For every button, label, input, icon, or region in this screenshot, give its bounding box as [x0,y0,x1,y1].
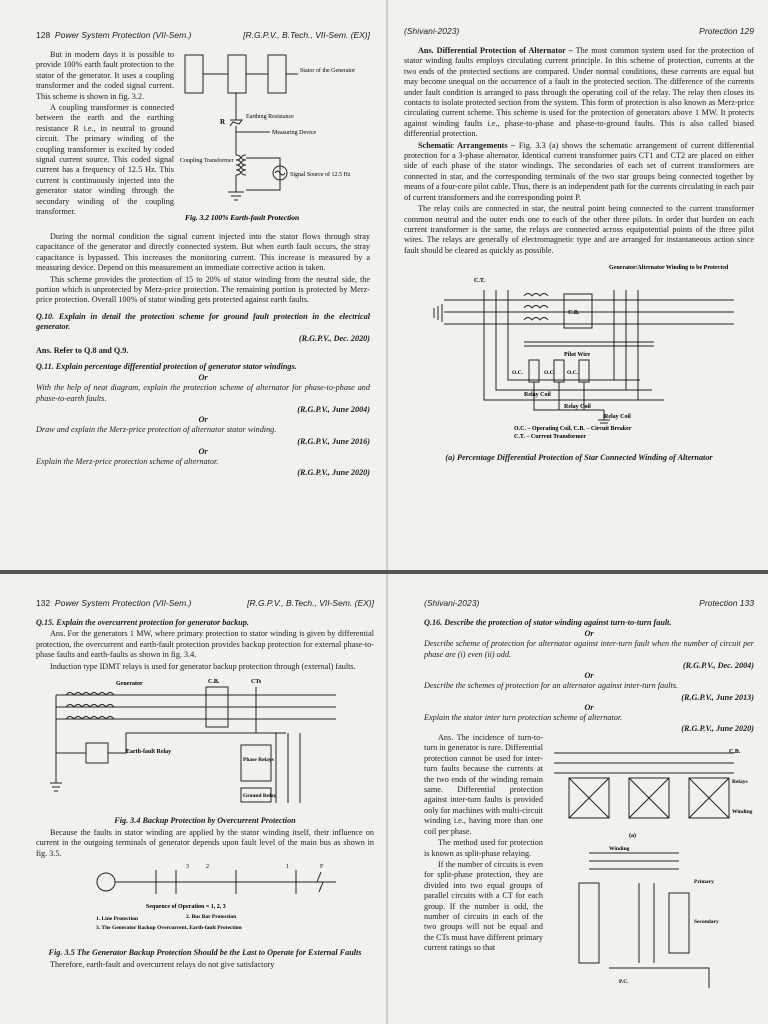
relays-label: Relays [732,779,748,786]
or-separator: Or [584,702,594,712]
paragraph: A coupling transformer is connected between the earth and the earthing resistance R i.e., in neutral to ground circuit. The primary winding of the coupling transformer is excited by coded signal current source. This coded signal current has a frequency of 12.5 Hz. This current is continuously injected into the generator stator winding through the secondary winding of the coupling transformer. [36,103,174,217]
page-header [404,26,754,36]
relay-coil-label: Relay Coil [524,392,551,399]
earthing-label: Earthing Resistance [246,114,294,120]
generator-label: Generator/Alternator Winding to be Protected [609,265,729,272]
answer-text: The most common system used for the protection of stator winding faults employs circulating current principle. In this scheme of protection, currents at the two ends of the protected sections are compared. Under normal conditions, these currents are equal but may become unequal on the occurrence of a fault in the protected section. The difference of the currents under fault condition is arranged to pass through the operating coil of the relay. The relay then closes its contacts to isolate protected section from the system. This form of protection is also known as Merz-price circulating current scheme. This scheme is used for the protection of generators above 1 MW. It protects against winding faults i.e., phase-to-phase and phase-to-ground faults. This is also called biased differential protection. [404,46,755,139]
figure-caption: (a) Percentage Differential Protection of Star Connected Winding of Alternator [445,453,713,463]
figure-3-5 [36,860,374,945]
seq-node-1: 1 [286,864,289,871]
cb-label: C.B. [568,310,580,317]
figure-3-4 [36,673,374,813]
signal-label: Signal Source of 12.5 Hz [290,172,351,178]
page-128 [0,0,386,570]
pc-label: P.C. [619,979,629,986]
differential-protection-diagram [404,260,754,445]
figure-caption: Fig. 3.2 100% Earth-fault Protection [185,213,300,222]
stator-label: Stator of the Generator [300,68,356,74]
coupling-label: Coupling Transformer [180,158,234,164]
legend-line-3: 3. The Generator Backup Overcurrent, Earth-fault Protection [96,925,242,932]
page-number: Protection 133 [699,598,754,608]
legend-line-2: C.T. – Current Transformer [514,434,587,441]
or-separator: Or [198,415,208,425]
measuring-label: Measuring Device [272,130,317,136]
book-title: Power System Protection (VII-Sem.) [54,30,192,40]
figure-caption: Fig. 3.5 The Generator Backup Protection Should be the Last to Operate for External Faults [48,948,362,958]
series-title: [R.G.P.V., B.Tech., VII-Sem. (EX)] [247,598,374,608]
earth-fault-diagram [180,50,370,225]
page-number: 128 [36,30,51,40]
answer-10: Ans. Refer to Q.8 and Q.9. [36,345,129,355]
series-title: [R.G.P.V., B.Tech., VII-Sem. (EX)] [243,30,370,40]
paragraph: Because the faults in stator winding are applied by the stator winding itself, their influence on current in the outgoing terminals of generator depends upon fault level of the main bus as shown in fig. 3.5. [36,828,374,858]
reference: (R.G.P.V., June 2004) [297,405,370,415]
phase-relays-label: Phase Relays [243,757,274,764]
reference: (R.G.P.V., June 2016) [297,436,370,446]
paragraph: This scheme provides the protection of 15 to 20% of stator winding from the neutral side, the portion which is unprotected by Merz-price protection. The remaining portion is protected by Merz-price protection. Overall 100% of stator winding gets protected against earth faults. [36,274,370,305]
publisher-label: (Shivani-2023) [424,598,480,608]
question-11d: Explain the Merz-price protection scheme of alternator. [36,456,219,466]
question-15: Q.15. Explain the overcurrent protection for generator backup. [36,618,249,627]
oc-label: O.C. [512,370,523,377]
schematic-heading: Schematic Arrangements – [418,140,516,150]
legend-line-2: 2. Bus Bar Protection [186,914,237,921]
winding-label-2: Winding [609,846,630,853]
pilot-wire-label: Pilot Wire [564,352,591,359]
page-header [424,598,754,608]
generator-label: Generator [116,681,143,688]
schematic-text: Fig. 3.3 (a) shows the schematic arrangement of current differential protection for a 3-phase alternator. Identical current transformer pairs CT1 and CT2 are placed on either side of each phase of the stator windings. The secondaries of each set of current transformers are connected in star, and the corresponding terminals of the two star groups being connected together by means of a four-core pilot cable. Thus, there is an independent path for the currents circulating in each pair of current transformers and the corresponding point P. [404,140,754,202]
idmt-paragraph: Induction type IDMT relays is used for generator backup protection through (external) faults. [50,661,356,671]
reference: (R.G.P.V., June 2020) [681,724,754,734]
fault-label: F [320,864,324,871]
primary-label: Primary [694,879,714,886]
question-11: Q.11. Explain percentage differential protection of generator stator windings. [36,362,297,372]
paragraph: Therefore, earth-fault and overcurrent relays do not give satisfactory [50,960,275,970]
relay-coil-label: Relay Coil [604,414,631,421]
cts-label: CTs [251,679,262,686]
question-10: Q.10. Explain in detail the protection scheme for ground fault protection in the electrical generator. [36,311,370,332]
page-header [36,598,374,608]
sequence-label: Sequence of Operation = 1, 2, 3 [146,904,226,911]
page-number: Protection 129 [699,26,754,36]
answer-heading: Ans. Differential Protection of Alternator – [418,46,573,55]
reference: (R.G.P.V., June 2020) [297,468,370,478]
figure-3-3a [404,260,754,450]
reference: (R.G.P.V., Dec. 2004) [682,661,754,671]
publisher-label: (Shivani-2023) [404,26,460,36]
page-number: 132 [36,598,51,608]
page-132 [0,574,386,1024]
page-header [36,30,370,40]
secondary-label: Secondary [694,919,719,926]
legend-line-1: O.C. – Operating Coil, C.B. – Circuit Breaker [514,426,632,433]
figure-caption: Fig. 3.4 Backup Protection by Overcurrent Protection [114,816,296,826]
cb-label: C.B. [729,749,741,756]
paragraph: If the number of circuits is even for split-phase protection, they are divided into two equal groups of parallel circuits with a CT for each group. If the number is odd, the number of circuits in each of the two groups will not be equal and the CTs must have different primary current ratings so that [424,859,543,953]
relay-paragraph: The relay coils are connected in star, the neutral point being connected to the current transformer common neutral and the outer ends one to each of the other three pilots. In order that burden on each current transformer is the same, the relays are connected across equipotential points of the three pilot wires. The relays are generally of electromagnetic type and are arranged for instantaneous action since fault should be cleared as quickly as possible. [404,204,754,255]
or-separator: Or [584,671,594,681]
question-11c: Draw and explain the Merz-price protection of alternator stator winding. [36,425,277,435]
question-16c: Describe the schemes of protection for an alternator against inter-turn faults. [424,681,679,691]
page-129 [388,0,768,570]
seq-node-2: 2 [206,864,209,871]
question-16b: Describe scheme of protection for alternator against inter-turn fault when the number of circuit per phase are (i) even (ii) odd. [424,639,754,659]
legend-line-1: 1. Line Protection [96,916,138,923]
part-a-label: (a) [629,833,636,840]
seq-node-3: 3 [186,864,189,871]
paragraph: During the normal condition the signal current injected into the stator flows through stray capacitance of the generator and directly connected system. But when earth fault occurs, the stray capacitance is bypassed. This increases the monitoring current. This increase is measured by a measuring device. Depend on this measurement an immediate corrective action is taken. [36,232,370,273]
question-16: Q.16. Describe the protection of stator winding against turn-to-turn fault. [424,618,672,627]
resistor-r-label: R [220,118,226,126]
reference: (R.G.P.V., Dec. 2020) [298,333,370,343]
answer-15: Ans. For the generators 1 MW, where primary protection to stator winding is given by differential protection, the overcurrent and earth-fault protection provides backup protection for external phase-to-phase faults and earth-faults as shown in fig. 3.4. [36,629,374,660]
winding-label: Winding [732,809,753,816]
page-133 [388,574,768,1024]
method-paragraph: The method used for protection is known as split-phase relaying. [424,838,543,858]
or-separator: Or [584,629,594,639]
backup-protection-diagram [36,673,366,808]
reference: (R.G.P.V., June 2013) [681,692,754,702]
oc-label: O.C. [544,370,555,377]
oc-label: O.C. [567,370,578,377]
intro-paragraph: But in modern days it is possible to provide 100% earth fault protection to the stator of the generator. It uses a coupling transformer and the coded signal current. This scheme is shown in fig. 3.2. [36,50,174,101]
cb-label: C.B. [208,679,220,686]
figure-split-phase [549,733,754,998]
question-11b: With the help of neat diagram, explain the protection scheme of alternator for phase-to-phase and phase-to-earth faults. [36,383,370,403]
or-separator: Or [198,446,208,456]
book-title: Power System Protection (VII-Sem.) [54,598,192,608]
earth-fault-relay-label: Earth-fault Relay [126,749,172,756]
sequence-diagram [36,860,366,940]
answer-16: Ans. The incidence of turn-to-turn in generator is rare. Differential protection cannot be used for inter-turn faults because the currents at the two ends of the winding remain same. Differential protection against inter-turn faults is provided only for machines with multi-circuit winding i.e., having more than one coil per phase. [424,733,543,836]
figure-3-2 [180,50,370,230]
relay-coil-label: Relay Coil [564,404,591,411]
or-separator: Or [198,373,208,383]
ground-relay-label: Ground Relay [243,793,277,800]
split-phase-diagram [549,733,754,993]
question-16d: Explain the stator inter turn protection scheme of alternator. [424,712,623,722]
ct-label: C.T. [474,278,485,285]
